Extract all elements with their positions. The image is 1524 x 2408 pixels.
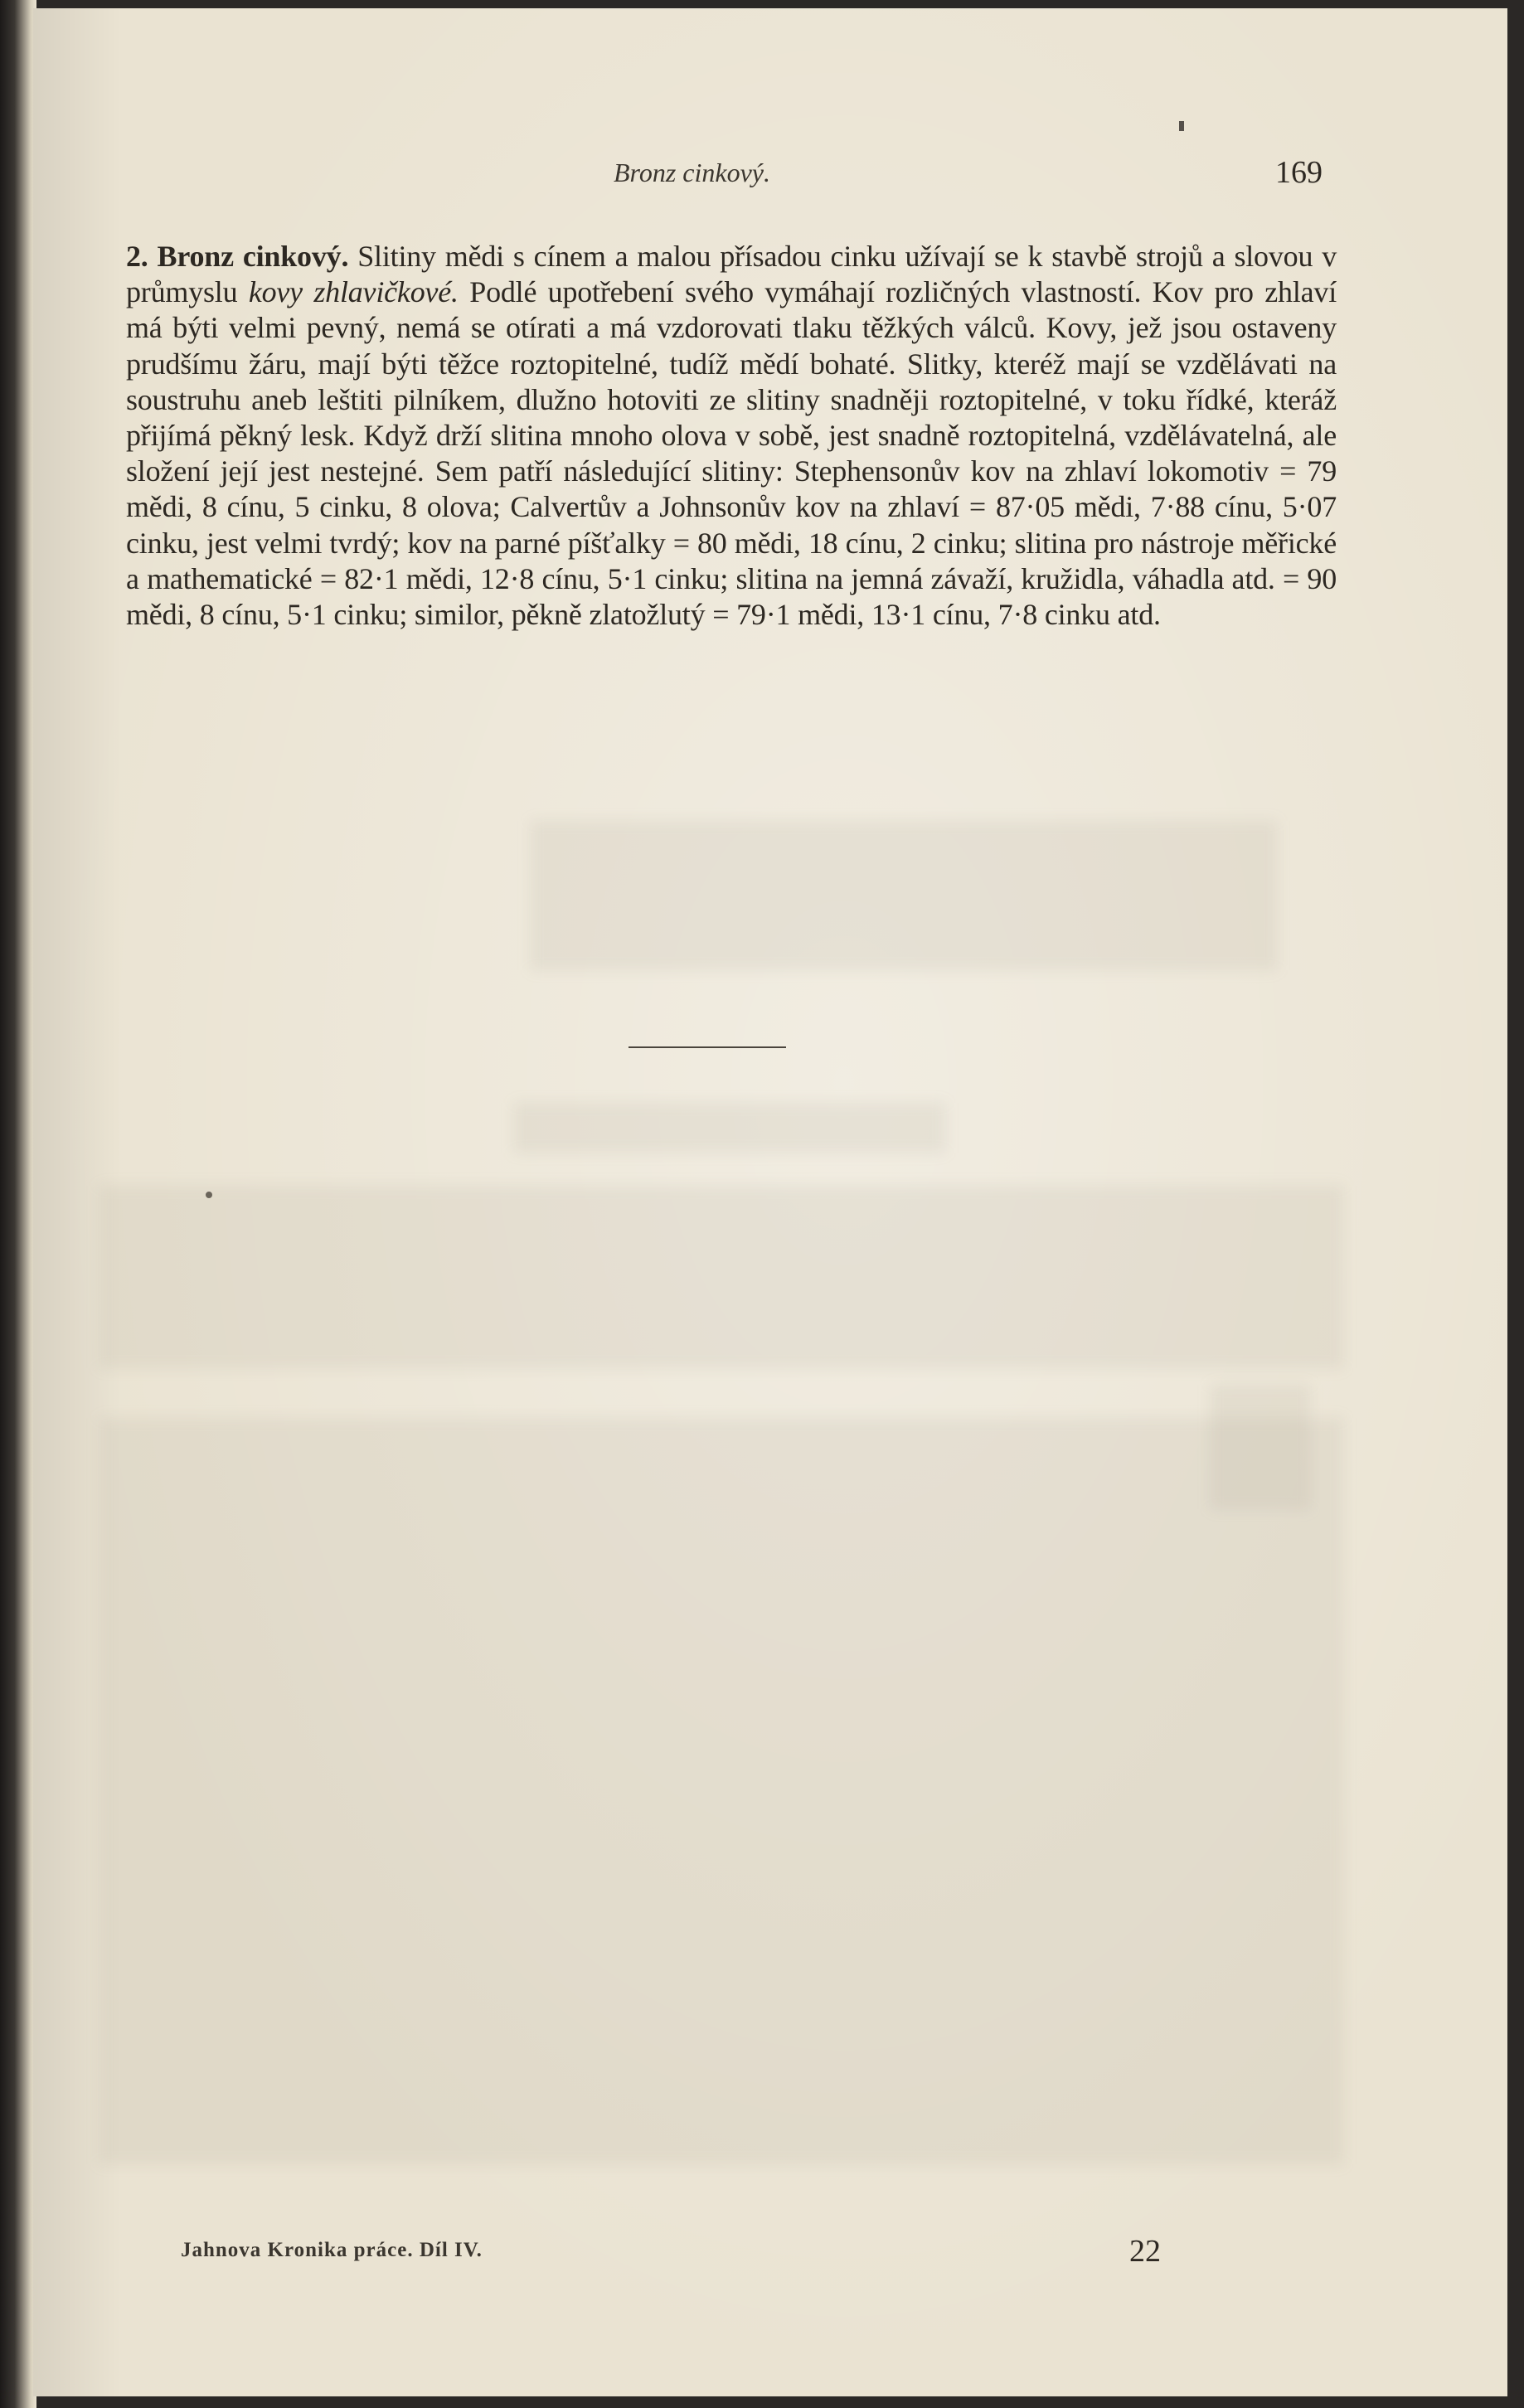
footer-signature: Jahnova Kronika práce. Díl IV. <box>181 2239 483 2261</box>
footer-sheet-number: 22 <box>1129 2234 1161 2269</box>
bleed-through-block-2 <box>99 1418 1343 2164</box>
bleed-through-heading <box>514 1103 945 1153</box>
ink-dot <box>206 1192 212 1198</box>
bleed-through-block-1 <box>99 1186 1343 1368</box>
section-divider <box>629 1046 786 1048</box>
page-number: 169 <box>1275 155 1323 190</box>
paragraph-italic-term: kovy zhlavičkové. <box>248 275 459 309</box>
ink-fleck <box>1179 121 1184 131</box>
paragraph-text-b: Podlé upotřebení svého vymáhají rozličných vlastností. Kov pro zhlaví má býti velmi pevný, nemá se otírati a má vzdorovati tlaku těžkých válců. Kovy, jež jsou ostaveny prudšímu žáru, mají býti těžce roztopitelné, tudíž mědí bohaté. Slitky, kteréž mají se vzdělávati na soustruhu aneb leštiti pilníkem, dlužno hotoviti ze slitiny snadněji roztopitelné, v toku řídké, kteráž přijímá pěkný lesk. Když drží slitina mnoho olova v sobě, jest snadně roztopitelná, vzdělávatelná, ale složení její jest nestejné. Sem patří následující slitiny: Stephensonův kov na zhlaví lokomotiv = 79 mědi, 8 cínu, 5 cinku, 8 olova; Calvertův a Johnsonův kov na zhlaví = 87·05 mědi, 7·88 cínu, 5·07 cinku, jest velmi tvrdý; kov na parné píšťalky = 80 mědi, 18 cínu, 2 cinku; slitina pro nástroje měřické a mathematické = 82·1 mědi, 12·8 cínu, 5·1 cinku; slitina na jemná závaží, kružidla, váhadla atd. = 90 mědi, 8 cínu, 5·1 cinku; similor, pěkně zlatožlutý = 79·1 mědi, 13·1 cínu, 7·8 cinku atd. <box>126 275 1337 632</box>
running-head: Bronz cinkový. <box>614 158 770 187</box>
book-page <box>33 8 1507 2396</box>
bleed-through-illustration <box>531 821 1277 970</box>
paragraph-heading: 2. Bronz cinkový. <box>126 240 349 273</box>
body-paragraph <box>126 239 1337 633</box>
paragraph-text-a: Slitiny mědi s cínem a malou přísadou cinku užívají se k stavbě strojů a slovou v průmyslu <box>126 240 1337 309</box>
book-spine-edge <box>0 0 36 2408</box>
